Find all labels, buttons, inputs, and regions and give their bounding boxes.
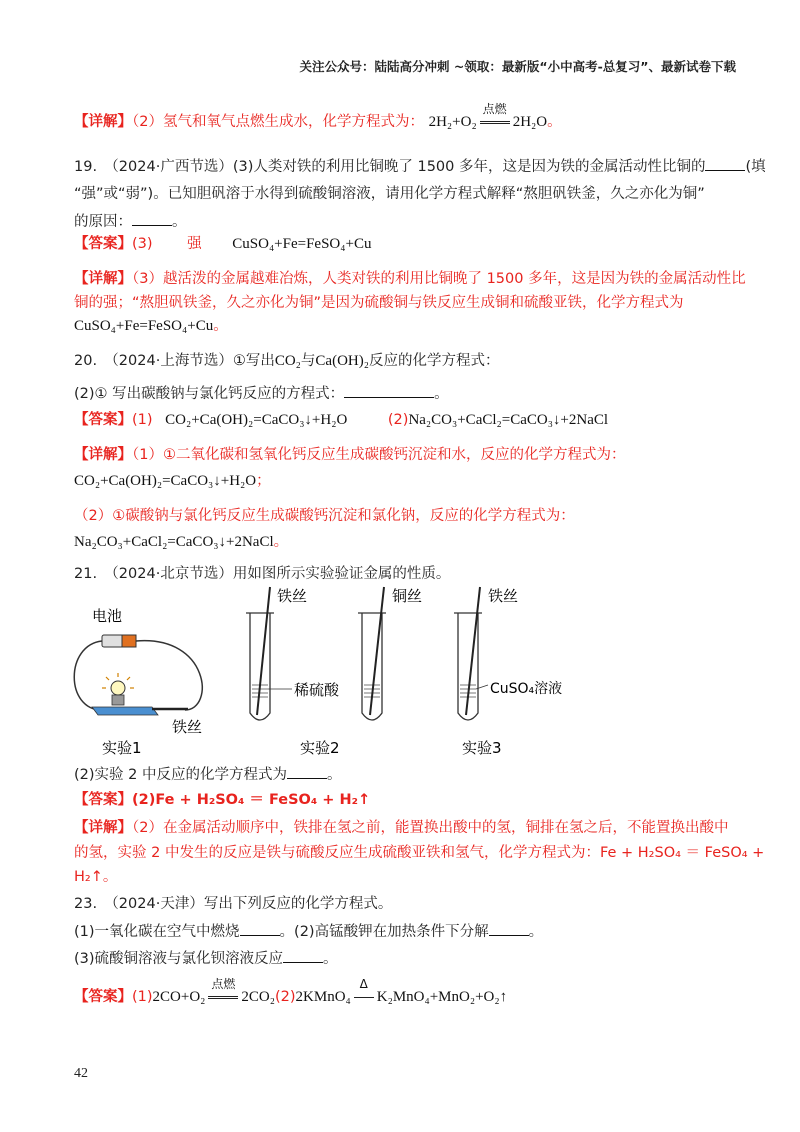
detail-equation: CO₂+Ca(OH)₂=CaCO₃↓+H₂O — [74, 473, 257, 489]
experiment-2-label: 实验2 — [300, 739, 340, 757]
q20-text: 20. （2024·上海节选）①写出 — [74, 353, 275, 369]
punct: 。 — [213, 318, 228, 334]
q19-text: 19. （2024·广西节选）(3)人类对铁的利用比铜晚了 1500 多年，这是因为铁的金属活动性比铜的 — [74, 159, 706, 175]
answer-blank[interactable] — [344, 383, 434, 398]
eq-condition — [477, 102, 513, 132]
cuso4-label: CuSO₄溶液 — [490, 681, 563, 697]
experiment-1-label: 实验1 — [102, 739, 142, 757]
punct: 。 — [323, 951, 338, 967]
q20-line2 — [74, 383, 449, 404]
q21-detail-line1 — [74, 818, 728, 838]
detail-equation: Na₂CO₃+CaCl₂=CaCO₃↓+2NaCl — [74, 534, 274, 550]
experiment-3-label: 实验3 — [462, 739, 502, 757]
answer-blank[interactable] — [132, 211, 172, 226]
detail-text: （3）越活泼的金属越难冶炼，人类对铁的利用比铜晚了 1500 多年，这是因为铁的金属活动性比 — [132, 271, 746, 287]
wire — [74, 641, 102, 710]
q23-text: (1)一氧化碳在空气中燃烧 — [74, 924, 240, 940]
answer-equation: CO₂+Ca(OH)₂=CaCO₃↓+H₂O — [165, 412, 348, 428]
answer-tag: 【答案】 — [74, 412, 132, 428]
experiment-figure — [60, 585, 620, 760]
detail-equation: CuSO₄+Fe=FeSO₄+Cu — [74, 318, 214, 334]
answer-tag: 【答案】 — [74, 792, 132, 808]
answer-num: (1) — [132, 412, 153, 428]
q19-detail-line2: 铜的强；“熬胆矾铁釜，久之亦化为铜”是因为硫酸铜与铁反应生成铜和硫酸亚铁，化学方程式为 — [74, 295, 684, 311]
answer-tag: 【答案】 — [74, 236, 132, 252]
formula: Ca(OH)₂ — [315, 353, 369, 369]
q19-line1 — [74, 156, 766, 177]
q21-detail-line2: 的氢，实验 2 中发生的反应是铁与硫酸反应生成硫酸亚铁和氢气，化学方程式为：Fe + H₂SO₄ ＝ FeSO₄ + — [74, 845, 765, 861]
formula: CO₂ — [274, 353, 301, 369]
q23-line3 — [74, 948, 338, 969]
punct: 。 — [326, 767, 342, 783]
iron-wire — [257, 587, 270, 715]
q21-detail-line3: H₂↑。 — [74, 869, 118, 885]
detail-tag: 【详解】 — [74, 820, 132, 836]
battery-label: 电池 — [92, 607, 123, 625]
punct: 。 — [528, 924, 544, 940]
q19-line3 — [74, 211, 187, 232]
detail-text: （2）氢气和氧气点燃生成水，化学方程式为： — [132, 114, 424, 130]
experiment-2-diagram — [246, 587, 340, 757]
answer-equation: Na₂CO₃+CaCl₂=CaCO₃↓+2NaCl — [408, 412, 609, 428]
q20-detail-eq1 — [74, 471, 271, 491]
answer-num: (3) — [132, 236, 153, 252]
q21-line2 — [74, 764, 341, 785]
q19-text-end: (填 — [745, 159, 766, 175]
q20-detail-line1 — [74, 445, 625, 465]
punct: 。 — [172, 214, 187, 230]
q19-text: 的原因： — [74, 214, 132, 230]
copper-wire-label: 铜丝 — [392, 587, 423, 605]
q20-text: 反应的化学方程式： — [368, 353, 500, 369]
eq-right: 2CO₂ — [241, 989, 275, 1005]
q23-text: (3)硫酸铜溶液与氯化钡溶液反应 — [74, 951, 284, 967]
q19-answer — [74, 234, 371, 254]
q21-answer — [74, 790, 370, 810]
answer-word: 强 — [187, 236, 202, 252]
answer-tag: 【答案】 — [74, 989, 132, 1005]
answer-blank[interactable] — [489, 921, 529, 936]
eq-left: 2CO+O₂ — [152, 989, 206, 1005]
detail-text: （1）①二氧化碳和氢氧化钙反应生成碳酸钙沉淀和水，反应的化学方程式为： — [132, 447, 626, 463]
q20-text: (2)① 写出碳酸钠与氯化钙反应的方程式： — [74, 386, 345, 402]
q20-detail-eq2 — [74, 532, 288, 552]
q20-detail-line2: （2）①碳酸钠与氯化钙反应生成碳酸钙沉淀和氯化钠，反应的化学方程式为： — [74, 508, 575, 524]
q19-line2: “强”或“弱”)。已知胆矾溶于水得到硫酸铜溶液，请用化学方程式解释“熬胆矾铁釜，久之亦化为铜” — [74, 186, 705, 202]
eq-condition — [351, 977, 377, 1007]
answer-equation: CuSO₄+Fe=FeSO₄+Cu — [232, 236, 372, 252]
eq-right: 2H₂O — [512, 114, 548, 130]
punct: 。 — [434, 386, 449, 402]
eq-right: K₂MnO₄+MnO₂+O₂↑ — [376, 989, 508, 1005]
detail-text: （2）在金属活动顺序中，铁排在氢之前，能置换出酸中的氢，铜排在氢之后，不能置换出酸中 — [132, 820, 729, 836]
q20-line1 — [74, 351, 499, 371]
answer-num: (2) — [387, 412, 409, 428]
q23-text: 。(2)高锰酸钾在加热条件下分解 — [279, 924, 489, 940]
wire — [136, 641, 202, 710]
iron-wire-label: 铁丝 — [172, 718, 203, 736]
answer-blank[interactable] — [287, 764, 327, 779]
test-tube — [250, 613, 270, 720]
detail-line — [74, 102, 562, 132]
acid-label: 稀硫酸 — [294, 681, 340, 699]
q21-text: (2)实验 2 中反应的化学方程式为 — [74, 767, 287, 783]
q19-detail-line3 — [74, 316, 228, 336]
detail-tag: 【详解】 — [74, 447, 132, 463]
copper-tube-diagram — [358, 587, 422, 720]
detail-tag: 【详解】 — [74, 271, 132, 287]
eq-left: 2H₂+O₂ — [428, 114, 477, 130]
answer-equation: (2)Fe + H₂SO₄ ＝ FeSO₄ + H₂↑ — [132, 792, 371, 808]
q23-answer — [74, 977, 508, 1007]
q23-line1: 23. （2024·天津）写出下列反应的化学方程式。 — [74, 896, 393, 912]
detail-tag: 【详解】 — [74, 114, 132, 130]
page-header: 关注公众号：陆陆高分冲刺 ~领取：最新版“小中高考-总复习”、最新试卷下载 — [299, 59, 736, 74]
base-board — [92, 707, 158, 715]
punct: 。 — [547, 114, 562, 130]
experiment-1-diagram — [74, 607, 202, 757]
q19-detail-line1 — [74, 269, 746, 289]
page-number: 42 — [74, 1066, 88, 1081]
answer-num: (2) — [274, 989, 296, 1005]
eq-condition-label: 点燃 — [482, 102, 507, 116]
eq-condition-label: 点燃 — [211, 977, 236, 991]
answer-blank[interactable] — [240, 921, 280, 936]
q21-line1: 21. （2024·北京节选）用如图所示实验验证金属的性质。 — [74, 566, 451, 582]
experiment-3-diagram — [454, 587, 562, 757]
eq-condition — [205, 977, 241, 1007]
q20-answer — [74, 410, 608, 430]
q20-text: 与 — [300, 353, 316, 369]
equation — [428, 102, 548, 130]
answer-blank[interactable] — [705, 156, 745, 171]
punct: 。 — [273, 534, 289, 550]
answer-num: (1) — [132, 989, 153, 1005]
bulb-icon — [111, 681, 125, 695]
eq-condition-label: Δ — [359, 977, 368, 991]
iron-wire-label: 铁丝 — [277, 587, 308, 605]
punct: ； — [256, 473, 271, 489]
eq-left: 2KMnO₄ — [295, 989, 351, 1005]
answer-blank[interactable] — [283, 948, 323, 963]
q23-line2 — [74, 921, 543, 942]
iron-wire-label: 铁丝 — [488, 587, 519, 605]
